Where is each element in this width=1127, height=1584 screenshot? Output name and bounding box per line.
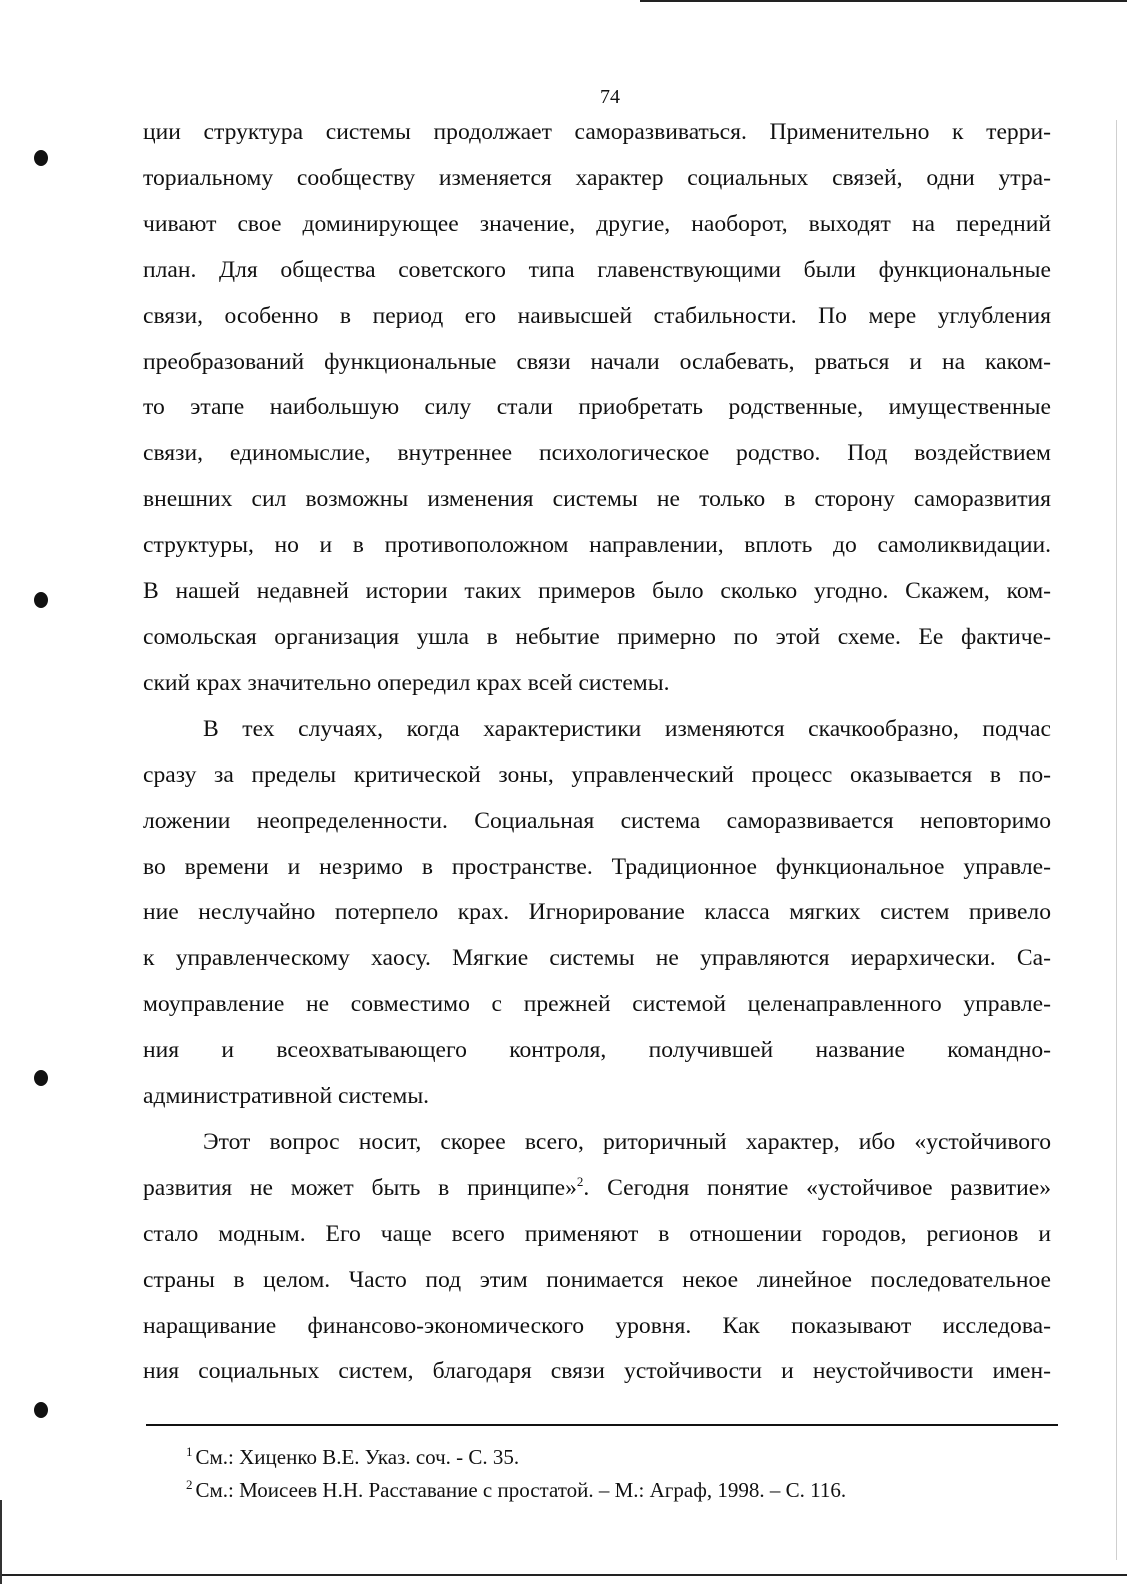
text-line: внешних сил возможны изменения системы не только в сторону саморазвития [143,486,1051,513]
page-number: 74 [600,86,620,108]
text-line: ский крах значительно опередил крах всей системы. [143,669,670,696]
text-line: во времени и незримо в пространстве. Традиционное функциональное управле- [143,853,1051,880]
footnote-mark: 2 [186,1477,193,1492]
text-line: В нашей недавней истории таких примеров было сколько угодно. Скажем, ком- [143,578,1051,605]
punch-hole-mark [34,1070,48,1086]
text-line: стало модным. Его чаще всего применяют в отношении городов, регионов и [143,1220,1051,1247]
text-line: страны в целом. Часто под этим понимается некое линейное последовательное [143,1266,1051,1293]
text-line: чивают свое доминирующее значение, другие, наоборот, выходят на передний [143,210,1051,237]
text-line: ториальному сообществу изменяется характер социальных связей, одни утра- [143,164,1051,191]
text-line: связи, особенно в период его наивысшей стабильности. По мере углубления [143,302,1051,329]
body-text [143,110,1051,1395]
text-segment: развития не может быть в принципе» [143,1174,577,1201]
text-line: ложении неопределенности. Социальная система саморазвивается неповторимо [143,807,1051,834]
text-line: то этапе наибольшую силу стали приобретать родственные, имущественные [143,394,1051,421]
text-line: ния и всеохватывающего контроля, получившей название командно- [143,1037,1051,1064]
scan-border-left [0,1500,2,1584]
text-segment: . Сегодня понятие «устойчивое развитие» [583,1174,1051,1201]
footnote-text: См.: Хиценко В.Е. Указ. соч. - С. 35. [195,1445,520,1469]
text-line: моуправление не совместимо с прежней системой целенаправленного управле- [143,991,1051,1018]
scan-border-bottom [0,1574,1127,1576]
footnote-reference: 2 [576,1173,584,1189]
text-line: преобразований функциональные связи начали ослабевать, рваться и на каком- [143,348,1051,375]
text-line: сомольская организация ушла в небытие примерно по этой схеме. Ее фактиче- [143,623,1051,650]
text-line: к управленческому хаосу. Мягкие системы не управляются иерархически. Са- [143,945,1051,972]
text-line: Этот вопрос носит, скорее всего, риторичный характер, ибо «устойчивого [203,1128,1051,1155]
footnote-separator [146,1424,1058,1426]
paragraph [143,1120,1051,1395]
text-line: В тех случаях, когда характеристики изменяются скачкообразно, подчас [203,715,1051,742]
text-line: структуры, но и в противоположном направлении, вплоть до самоликвидации. [143,532,1051,559]
text-line: план. Для общества советского типа главенствующими были функциональные [143,256,1051,283]
footnote [186,1471,1046,1504]
punch-hole-mark [34,592,48,608]
text-line [143,1166,1051,1212]
text-line: ния социальных систем, благодаря связи устойчивости и неустойчивости имен- [143,1358,1051,1385]
text-line: ции структура системы продолжает саморазвиваться. Применительно к терри- [143,119,1051,145]
text-line: административной системы. [143,1083,430,1110]
paragraph [143,707,1051,1120]
scan-border-right [1116,120,1117,1560]
text-line: наращивание финансово-экономического уровня. Как показывают исследова- [143,1312,1051,1339]
text-line: сразу за пределы критической зоны, управленческий процесс оказывается в по- [143,761,1051,788]
punch-hole-mark [34,150,48,166]
text-line: связи, единомыслие, внутреннее психологическое родство. Под воздействием [143,440,1051,467]
paragraph [143,110,1051,707]
footnote-mark: 1 [186,1444,193,1459]
text-line: ние неслучайно потерпело крах. Игнорирование класса мягких систем привело [143,899,1051,926]
footnote [186,1438,1046,1471]
punch-hole-mark [34,1402,48,1418]
footnotes [186,1438,1046,1504]
footnote-text: См.: Моисеев Н.Н. Расставание с простатой. – М.: Аграф, 1998. – С. 116. [195,1478,847,1502]
scan-border-top [640,0,1127,2]
